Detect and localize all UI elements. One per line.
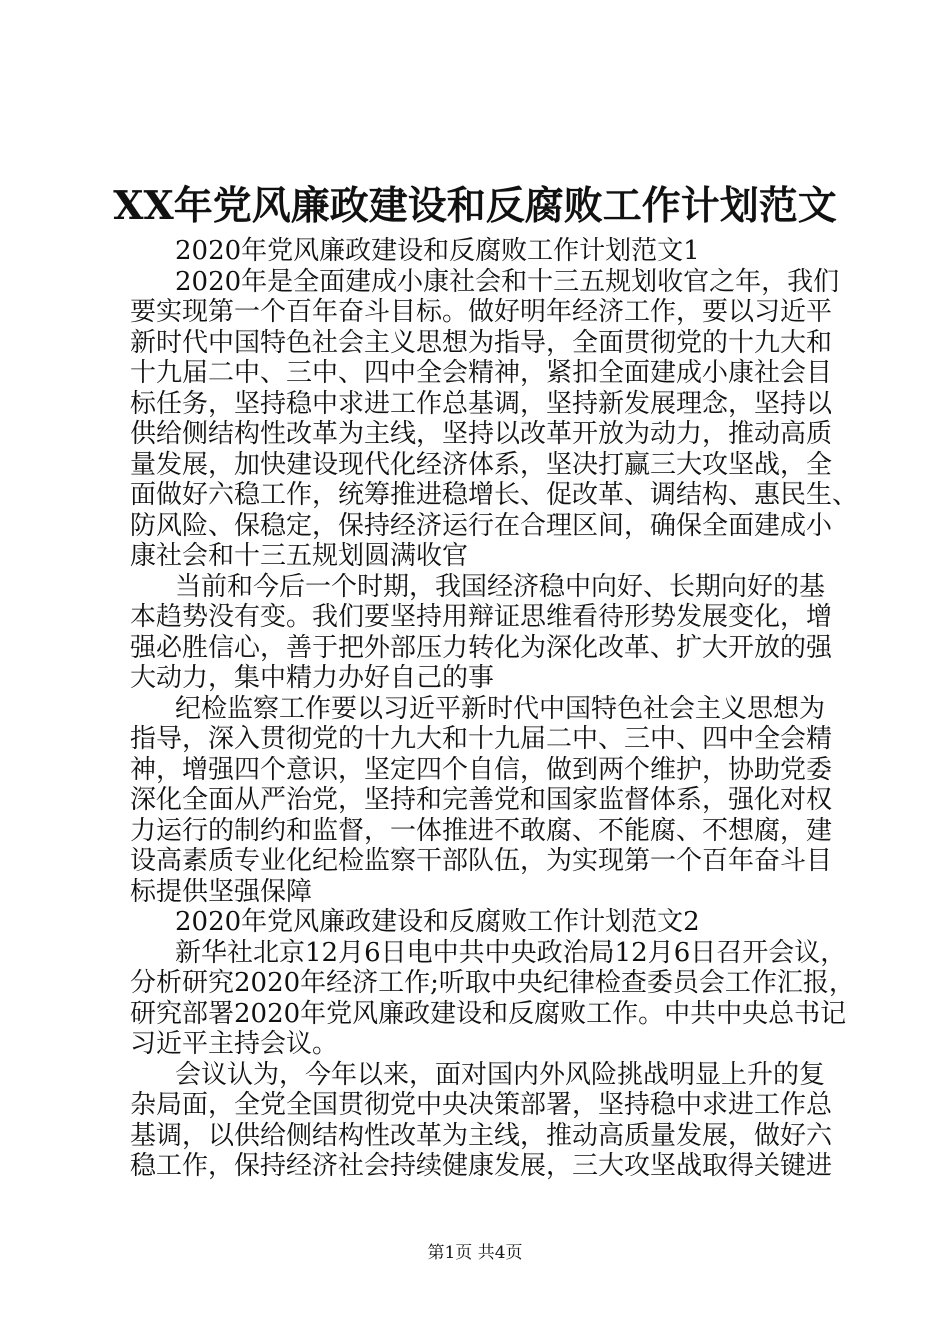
section-heading-2: 2020年党风廉政建设和反腐败工作计划范文2 xyxy=(175,907,700,937)
paragraph-line: 纪检监察工作要以习近平新时代中国特色社会主义思想为 xyxy=(175,693,826,724)
paragraph-line: 标提供坚强保障 xyxy=(130,876,313,907)
paragraph-line: 大动力，集中精力办好自己的事 xyxy=(130,663,495,693)
paragraph-line: 2020年是全面建成小康社会和十三五规划收官之年，我们 xyxy=(175,266,840,297)
paragraph-line: 神，增强四个意识，坚定四个自信，做到两个维护，协助党委 xyxy=(130,754,833,785)
paragraph-line: 习近平主持会议。 xyxy=(130,1029,339,1059)
paragraph-line: 要实现第一个百年奋斗目标。做好明年经济工作，要以习近平 xyxy=(130,297,833,327)
document-title: XX年党风廉政建设和反腐败工作计划范文 xyxy=(113,183,837,229)
paragraph-line: 面做好六稳工作，统筹推进稳增长、促改革、调结构、惠民生、 xyxy=(130,480,859,510)
paragraph-line: 康社会和十三五规划圆满收官 xyxy=(130,541,469,571)
paragraph-line: 新时代中国特色社会主义思想为指导，全面贯彻党的十九大和 xyxy=(130,327,833,358)
paragraph-line: 深化全面从严治党，坚持和完善党和国家监督体系，强化对权 xyxy=(130,785,833,815)
paragraph-line: 防风险、保稳定，保持经济运行在合理区间，确保全面建成小 xyxy=(130,510,833,541)
paragraph-line: 当前和今后一个时期，我国经济稳中向好、长期向好的基 xyxy=(175,571,826,602)
paragraph-line: 供给侧结构性改革为主线，坚持以改革开放为动力，推动高质 xyxy=(130,419,833,449)
paragraph-line: 分析研究2020年经济工作;听取中央纪律检查委员会工作汇报， xyxy=(130,968,855,998)
paragraph-line: 量发展，加快建设现代化经济体系，坚决打赢三大攻坚战，全 xyxy=(130,449,833,480)
paragraph-line: 标任务，坚持稳中求进工作总基调，坚持新发展理念，坚持以 xyxy=(130,388,833,419)
paragraph-line: 强必胜信心，善于把外部压力转化为深化改革、扩大开放的强 xyxy=(130,632,833,663)
section-heading-1: 2020年党风廉政建设和反腐败工作计划范文1 xyxy=(175,236,700,266)
paragraph-line: 研究部署2020年党风廉政建设和反腐败工作。中共中央总书记 xyxy=(130,998,847,1029)
document-body xyxy=(130,236,859,1182)
paragraph-line: 基调，以供给侧结构性改革为主线，推动高质量发展，做好六 xyxy=(130,1120,833,1151)
paragraph-line: 稳工作，保持经济社会持续健康发展，三大攻坚战取得关键进 xyxy=(130,1151,833,1181)
paragraph-line: 十九届二中、三中、四中全会精神，紧扣全面建成小康社会目 xyxy=(130,358,833,388)
paragraph-line: 设高素质专业化纪检监察干部队伍，为实现第一个百年奋斗目 xyxy=(130,846,833,876)
paragraph-line: 会议认为，今年以来，面对国内外风险挑战明显上升的复 xyxy=(175,1059,826,1090)
paragraph-line: 力运行的制约和监督，一体推进不敢腐、不能腐、不想腐，建 xyxy=(130,815,833,846)
paragraph-line: 新华社北京12月6日电中共中央政治局12月6日召开会议， xyxy=(175,937,847,968)
paragraph-line: 指导，深入贯彻党的十九大和十九届二中、三中、四中全会精 xyxy=(130,724,833,754)
paragraph-line: 本趋势没有变。我们要坚持用辩证思维看待形势发展变化，增 xyxy=(130,602,833,632)
paragraph-line: 杂局面，全党全国贯彻党中央决策部署，坚持稳中求进工作总 xyxy=(130,1090,833,1120)
page-number-footer: 第1页 共4页 xyxy=(427,1243,523,1263)
